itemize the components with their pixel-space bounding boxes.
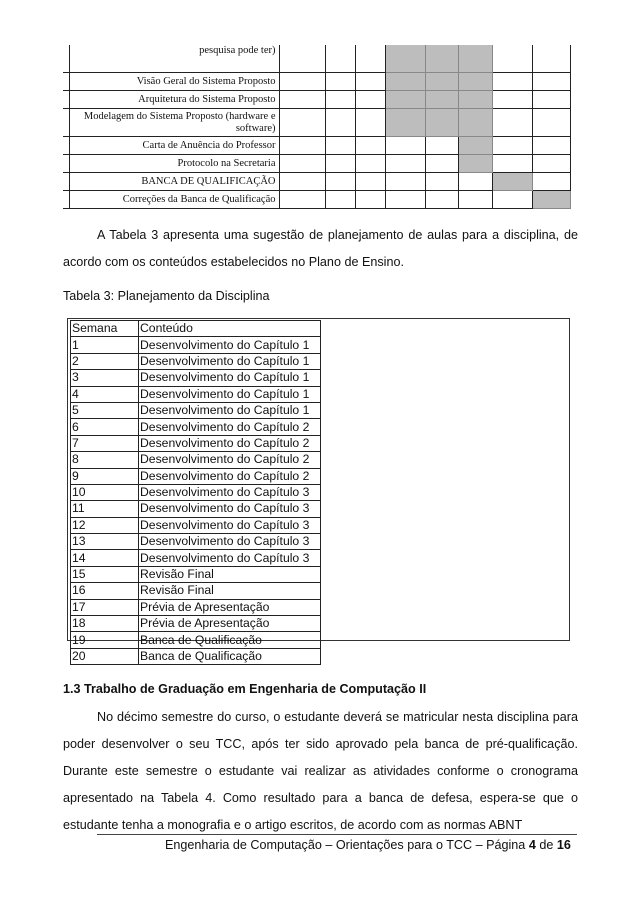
schedule-cell	[355, 155, 385, 173]
schedule-cell	[355, 191, 385, 209]
schedule-cell	[425, 155, 458, 173]
plano-content: Desenvolvimento do Capítulo 2	[139, 435, 321, 451]
plano-content: Desenvolvimento do Capítulo 3	[139, 484, 321, 500]
schedule-cell-active	[532, 191, 570, 209]
plano-week: 8	[71, 452, 139, 468]
plano-row	[71, 386, 321, 402]
schedule-activity: Arquitetura do Sistema Proposto	[69, 91, 279, 109]
schedule-cell	[458, 191, 492, 209]
plano-week: 14	[71, 550, 139, 566]
plano-content: Desenvolvimento do Capítulo 2	[139, 468, 321, 484]
schedule-row	[63, 73, 570, 91]
schedule-cell	[385, 155, 425, 173]
schedule-cell	[532, 45, 570, 73]
schedule-cell	[325, 155, 355, 173]
table-caption: Tabela 3: Planejamento da Disciplina	[63, 289, 270, 303]
plano-week: 19	[71, 632, 139, 648]
schedule-cell	[385, 137, 425, 155]
schedule-cell	[385, 191, 425, 209]
plano-week: 13	[71, 534, 139, 550]
plano-row	[71, 550, 321, 566]
schedule-cell-active	[425, 109, 458, 137]
plano-week: 1	[71, 337, 139, 353]
plano-content: Revisão Final	[139, 566, 321, 582]
schedule-cell	[325, 191, 355, 209]
header-conteudo: Conteúdo	[139, 321, 321, 337]
footer-page-number: 4	[528, 838, 536, 852]
schedule-cell	[385, 173, 425, 191]
plano-row	[71, 419, 321, 435]
schedule-cell	[355, 173, 385, 191]
schedule-cell	[279, 155, 325, 173]
schedule-row	[63, 137, 570, 155]
plano-week: 3	[71, 370, 139, 386]
plano-row	[71, 534, 321, 550]
schedule-cell	[492, 137, 532, 155]
plano-content: Desenvolvimento do Capítulo 1	[139, 337, 321, 353]
schedule-activity: Visão Geral do Sistema Proposto	[69, 73, 279, 91]
schedule-cell	[532, 73, 570, 91]
plano-content: Prévia de Apresentação	[139, 616, 321, 632]
schedule-cell-active	[458, 73, 492, 91]
schedule-cell	[425, 173, 458, 191]
plano-content: Prévia de Apresentação	[139, 599, 321, 615]
plano-week: 10	[71, 484, 139, 500]
footer-rule	[97, 834, 577, 835]
plano-week: 6	[71, 419, 139, 435]
schedule-cell	[492, 109, 532, 137]
schedule-cell	[325, 73, 355, 91]
schedule-cell	[492, 45, 532, 73]
plano-row	[71, 616, 321, 632]
schedule-cell	[279, 109, 325, 137]
schedule-row	[63, 191, 570, 209]
schedule-row	[63, 173, 570, 191]
plano-row	[71, 452, 321, 468]
schedule-activity: BANCA DE QUALIFICAÇÃO	[69, 173, 279, 191]
plano-row	[71, 501, 321, 517]
plano-week: 12	[71, 517, 139, 533]
schedule-cell	[355, 45, 385, 73]
plano-row	[71, 583, 321, 599]
schedule-cell-active	[385, 109, 425, 137]
plano-row	[71, 370, 321, 386]
schedule-cell	[532, 155, 570, 173]
schedule-cell	[355, 91, 385, 109]
schedule-cell	[355, 73, 385, 91]
section-paragraph: No décimo semestre do curso, o estudante deverá se matricular nesta disciplina para poder desenvolver o seu TCC, após ter sido aprovado pela banca de pré-qualificação. Durante este semestre o estudante vai realizar as atividades conforme o cronograma apresentado na Tabela 4. Como resultado para a banca de defesa, espera-se que o estudante tenha a monografia e o artigo escritos, de acordo com as normas ABNT	[63, 710, 578, 832]
plano-week: 16	[71, 583, 139, 599]
schedule-cell	[355, 137, 385, 155]
footer-text: Engenharia de Computação – Orientações para o TCC – Página	[165, 838, 526, 852]
schedule-cell-active	[425, 73, 458, 91]
plano-week: 17	[71, 599, 139, 615]
plano-week: 20	[71, 648, 139, 664]
schedule-cell-active	[385, 73, 425, 91]
plano-row	[71, 517, 321, 533]
schedule-cell	[532, 91, 570, 109]
schedule-cell	[532, 173, 570, 191]
plano-week: 15	[71, 566, 139, 582]
plano-table-frame	[67, 318, 570, 663]
schedule-cell-active	[385, 91, 425, 109]
schedule-activity: Protocolo na Secretaria	[69, 155, 279, 173]
schedule-cell	[492, 155, 532, 173]
schedule-cell	[279, 91, 325, 109]
schedule-cell-active	[458, 155, 492, 173]
section-heading: 1.3 Trabalho de Graduação em Engenharia de Computação II	[63, 682, 427, 696]
plano-header-row	[71, 321, 321, 337]
plano-content: Banca de Qualificação	[139, 632, 321, 648]
plano-week: 5	[71, 402, 139, 418]
schedule-row	[63, 155, 570, 173]
plano-content: Desenvolvimento do Capítulo 1	[139, 353, 321, 369]
plano-week: 11	[71, 501, 139, 517]
header-semana: Semana	[71, 321, 139, 337]
plano-week: 9	[71, 468, 139, 484]
schedule-cell-active	[492, 173, 532, 191]
schedule-cell	[492, 191, 532, 209]
schedule-cell	[425, 191, 458, 209]
plano-week: 7	[71, 435, 139, 451]
plano-row	[71, 353, 321, 369]
schedule-row	[63, 45, 570, 73]
schedule-cell	[279, 137, 325, 155]
plano-content: Desenvolvimento do Capítulo 3	[139, 550, 321, 566]
schedule-cell	[458, 173, 492, 191]
plano-content: Desenvolvimento do Capítulo 1	[139, 386, 321, 402]
schedule-cell	[532, 109, 570, 137]
plano-content: Banca de Qualificação	[139, 648, 321, 664]
plano-row	[71, 632, 321, 648]
schedule-table	[63, 45, 571, 209]
schedule-cell-active	[458, 91, 492, 109]
plano-content: Desenvolvimento do Capítulo 1	[139, 402, 321, 418]
plano-content: Desenvolvimento do Capítulo 1	[139, 370, 321, 386]
schedule-activity: pesquisa pode ter)	[69, 45, 279, 73]
plano-content: Desenvolvimento do Capítulo 3	[139, 501, 321, 517]
intro-paragraph: A Tabela 3 apresenta uma sugestão de planejamento de aulas para a disciplina, de acordo com os conteúdos estabelecidos no Plano de Ensino.	[63, 228, 578, 269]
schedule-cell	[279, 173, 325, 191]
plano-content: Revisão Final	[139, 583, 321, 599]
schedule-cell	[492, 73, 532, 91]
schedule-cell	[325, 137, 355, 155]
plano-week: 4	[71, 386, 139, 402]
schedule-row	[63, 109, 570, 137]
plano-row	[71, 337, 321, 353]
schedule-cell	[325, 173, 355, 191]
plano-week: 2	[71, 353, 139, 369]
schedule-cell	[325, 109, 355, 137]
plano-content: Desenvolvimento do Capítulo 3	[139, 517, 321, 533]
schedule-cell	[425, 137, 458, 155]
schedule-cell-active	[458, 137, 492, 155]
schedule-activity: Carta de Anuência do Professor	[69, 137, 279, 155]
plano-content: Desenvolvimento do Capítulo 2	[139, 419, 321, 435]
page-footer	[165, 838, 571, 852]
schedule-cell	[532, 137, 570, 155]
footer-of: de	[539, 838, 554, 852]
schedule-cell-active	[425, 91, 458, 109]
schedule-cell	[325, 45, 355, 73]
schedule-cell-active	[385, 45, 425, 73]
schedule-activity: Correções da Banca de Qualificação	[69, 191, 279, 209]
plano-table	[70, 320, 321, 665]
schedule-row	[63, 91, 570, 109]
schedule-cell	[279, 73, 325, 91]
schedule-cell	[325, 91, 355, 109]
plano-week: 18	[71, 616, 139, 632]
plano-row	[71, 648, 321, 664]
plano-row	[71, 484, 321, 500]
schedule-cell	[279, 191, 325, 209]
plano-row	[71, 402, 321, 418]
schedule-cell-active	[458, 45, 492, 73]
plano-row	[71, 566, 321, 582]
schedule-cell	[492, 91, 532, 109]
plano-content: Desenvolvimento do Capítulo 3	[139, 534, 321, 550]
schedule-cell-active	[425, 45, 458, 73]
schedule-cell	[355, 109, 385, 137]
plano-row	[71, 599, 321, 615]
schedule-cell	[279, 45, 325, 73]
schedule-cell-active	[458, 109, 492, 137]
plano-row	[71, 468, 321, 484]
plano-content: Desenvolvimento do Capítulo 2	[139, 452, 321, 468]
schedule-activity: Modelagem do Sistema Proposto (hardware e software)	[69, 109, 279, 137]
footer-total-pages: 16	[556, 838, 571, 852]
plano-row	[71, 435, 321, 451]
